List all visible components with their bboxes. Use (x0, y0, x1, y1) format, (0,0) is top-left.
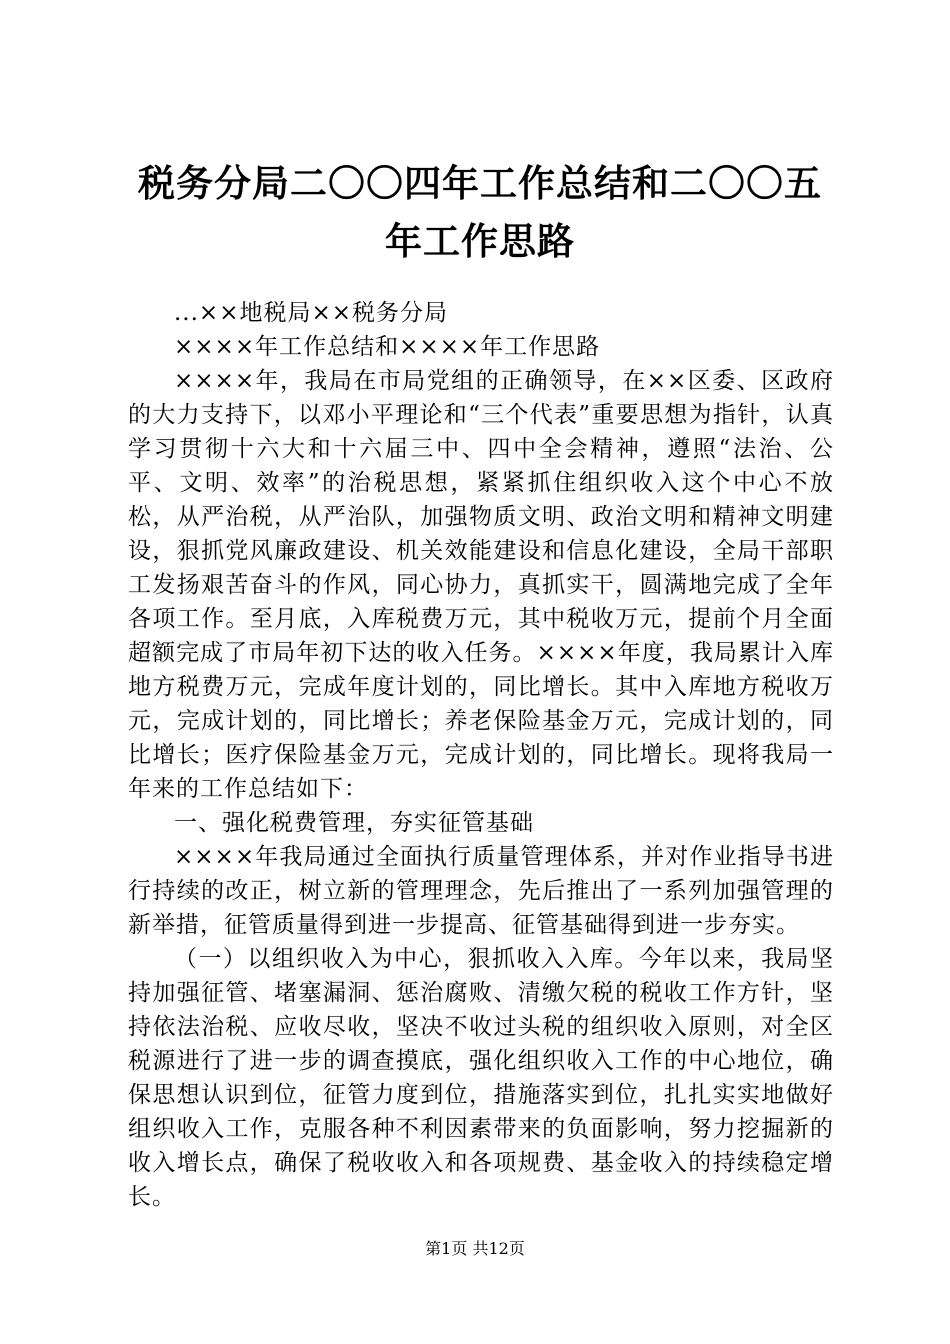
page-total: 共12页 (472, 1239, 525, 1258)
paragraph-section-1: ××××年我局通过全面执行质量管理体系，并对作业指导书进行持续的改正，树立新的管理理念，先后推出了一系列加强管理的新举措，征管质量得到进一步提高、征管基础得到进一步夯实。 (128, 844, 834, 938)
document-title: 税务分局二〇〇四年工作总结和二〇〇五年工作思路 (138, 162, 822, 263)
page-number: 第1页 (425, 1239, 468, 1258)
paragraph-bureau-line: ...××地税局××税务分局 (174, 300, 449, 326)
document-body (128, 296, 834, 1214)
paragraph-subsection-1: （一）以组织收入为中心，狠抓收入入库。今年以来，我局坚持加强征管、堵塞漏洞、惩治腐败、清缴欠税的税收工作方针，坚持依法治税、应收尽收，坚决不收过头税的组织收入原则，对全区税源进行了进一步的调查摸底，强化组织收入工作的中心地位，确保思想认识到位，征管力度到位，措施落实到位，扎扎实实地做好组织收入工作，克服各种不利因素带来的负面影响，努力挖掘新的收入增长点，确保了税收收入和各项规费、基金收入的持续稳定增长。 (128, 946, 834, 1210)
page-footer (0, 1237, 950, 1261)
section-heading-1: 一、强化税费管理，夯实征管基础 (174, 810, 534, 836)
paragraph-subtitle: ××××年工作总结和××××年工作思路 (174, 334, 601, 360)
paragraph-intro: ××××年，我局在市局党组的正确领导，在××区委、区政府的大力支持下，以邓小平理论和“三个代表”重要思想为指针，认真学习贯彻十六大和十六届三中、四中全会精神，遵照“法治、公平、文明、效率”的治税思想，紧紧抓住组织收入这个中心不放松，从严治税，从严治队，加强物质文明、政治文明和精神文明建设，狠抓党风廉政建设、机关效能建设和信息化建设，全局干部职工发扬艰苦奋斗的作风，同心协力，真抓实干，圆满地完成了全年各项工作。至月底，入库税费万元，其中税收万元，提前个月全面超额完成了市局年初下达的收入任务。××××年度，我局累计入库地方税费万元，完成年度计划的，同比增长。其中入库地方税收万元，完成计划的，同比增长；养老保险基金万元，完成计划的，同比增长；医疗保险基金万元，完成计划的，同比增长。现将我局一年来的工作总结如下： (128, 368, 834, 802)
